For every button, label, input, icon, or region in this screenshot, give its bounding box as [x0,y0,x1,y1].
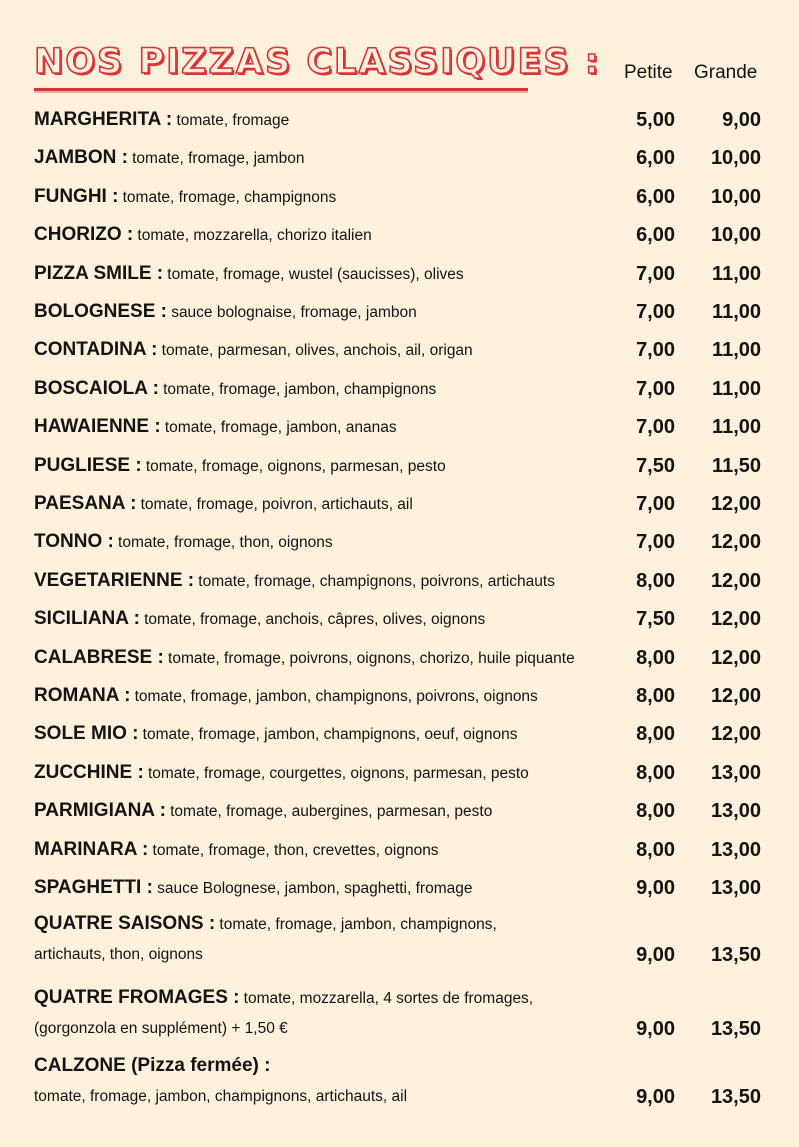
pizza-description [34,607,485,631]
price-petite: 9,00 [636,944,675,966]
pizza-name: BOLOGNESE : [34,301,168,322]
pizza-ingredients: tomate, fromage, wustel (saucisses), olives [167,265,464,283]
price-grande: 13,00 [710,800,761,823]
pizza-ingredients: tomate, fromage, jambon, ananas [164,419,397,437]
pizza-name: PAESANA : [34,493,137,514]
pizza-ingredients: sauce Bolognese, jambon, spaghetti, fromage [157,880,473,897]
pizza-name: PUGLIESE : [34,454,142,476]
pizza-description [34,300,417,324]
price-petite: 7,00 [636,531,675,554]
pizza-name: TONNO : [34,531,114,553]
price-petite: 7,00 [636,377,675,400]
price-grande: 10,00 [710,224,761,247]
pizza-name: ZUCCHINE : [34,761,144,783]
pizza-name: CALABRESE : [34,646,164,668]
pizza-description [34,530,333,554]
price-grande: 13,50 [710,1018,761,1040]
pizza-description [34,684,538,708]
price-petite: 7,00 [636,416,675,439]
column-header-grande: Grande [694,62,758,83]
pizza-ingredients: (gorgonzola en supplément) + 1,50 € [34,1020,288,1037]
price-grande: 13,50 [710,944,761,966]
pizza-ingredients: tomate, parmesan, olives, anchois, ail, origan [161,342,473,360]
pizza-description [34,838,439,862]
pizza-description [34,912,497,936]
price-petite: 7,00 [636,493,675,515]
price-grande: 10,00 [710,185,761,208]
pizza-ingredients-continued [34,1085,407,1109]
pizza-name: CHORIZO : [34,224,134,246]
pizza-name: QUATRE FROMAGES : [34,987,240,1008]
pizza-ingredients: tomate, fromage, champignons [122,188,337,206]
pizza-ingredients: sauce bolognaise, fromage, jambon [171,304,417,321]
pizza-name: PIZZA SMILE : [34,262,164,284]
pizza-ingredients: tomate, fromage, jambon, champignons [163,380,437,398]
pizza-ingredients: tomate, fromage, thon, oignons [118,534,333,552]
price-petite: 6,00 [636,185,675,208]
price-petite: 8,00 [636,838,675,861]
price-petite: 8,00 [636,723,675,746]
pizza-ingredients: tomate, mozzarella, 4 sortes de fromages, [243,990,534,1007]
pizza-ingredients: tomate, fromage, jambon, champignons, artichauts, ail [34,1088,408,1105]
price-petite: 6,00 [636,147,675,170]
price-grande: 12,00 [710,646,761,669]
price-grande: 11,00 [712,416,761,439]
pizza-ingredients: tomate, fromage, jambon, champignons, poivrons, oignons [134,688,538,705]
pizza-description [34,223,372,247]
price-grande: 12,00 [710,493,761,515]
pizza-name: MARINARA : [34,838,149,860]
title-underline [34,88,528,91]
pizza-ingredients: tomate, fromage, jambon, champignons, [219,916,497,933]
price-petite: 7,00 [636,339,675,362]
price-grande: 13,00 [710,761,761,784]
pizza-ingredients: tomate, fromage [176,112,290,129]
price-grande: 12,00 [710,531,761,554]
price-grande: 10,00 [710,147,761,170]
price-petite: 7,50 [636,608,675,631]
pizza-description [34,185,336,209]
pizza-ingredients: tomate, fromage, anchois, câpres, olives, oignons [144,611,486,629]
pizza-name: SOLE MIO : [34,723,139,745]
price-petite: 6,00 [636,224,675,247]
pizza-ingredients-continued [34,943,203,967]
price-grande: 11,00 [712,262,761,285]
pizza-name: QUATRE SAISONS : [34,913,216,934]
price-grande: 11,50 [712,454,761,477]
pizza-name: VEGETARIENNE : [34,569,195,591]
price-petite: 5,00 [636,109,675,131]
pizza-description [34,569,555,593]
pizza-name: MARGHERITA : [34,109,173,130]
pizza-description [34,492,413,516]
price-grande: 9,00 [722,109,761,131]
price-grande: 12,00 [710,608,761,631]
pizza-ingredients: tomate, fromage, courgettes, oignons, parmesan, pesto [147,764,529,782]
pizza-ingredients: tomate, fromage, champignons, poivrons, artichauts [198,572,555,590]
price-petite: 8,00 [636,800,675,823]
price-petite: 9,00 [636,877,675,899]
pizza-ingredients: tomate, fromage, poivron, artichauts, ail [140,496,413,513]
column-header-petite: Petite [624,62,673,83]
price-grande: 11,00 [712,301,761,323]
pizza-ingredients: tomate, fromage, aubergines, parmesan, pesto [170,803,493,821]
price-grande: 11,00 [712,377,761,400]
pizza-description [34,799,492,823]
pizza-ingredients-continued [34,1017,288,1041]
pizza-description [34,377,436,401]
pizza-ingredients: artichauts, thon, oignons [34,946,203,963]
pizza-name: SPAGHETTI : [34,877,153,898]
pizza-description [34,722,517,746]
pizza-description [34,876,472,900]
price-petite: 7,00 [636,262,675,285]
price-petite: 8,00 [636,685,675,707]
price-petite: 7,50 [636,454,675,477]
pizza-description [34,646,575,670]
pizza-description [34,338,473,362]
pizza-description [34,262,464,286]
pizza-ingredients: tomate, fromage, jambon [132,150,305,168]
pizza-ingredients: tomate, fromage, poivrons, oignons, chorizo, huile piquante [168,649,575,667]
pizza-name: SICILIANA : [34,608,140,630]
price-petite: 8,00 [636,761,675,784]
pizza-description [34,415,397,439]
price-grande: 12,00 [710,685,761,707]
pizza-description [34,1054,270,1078]
price-grande: 13,00 [710,838,761,861]
pizza-name: ROMANA : [34,685,131,706]
pizza-name: PARMIGIANA : [34,800,166,822]
price-petite: 9,00 [636,1086,675,1108]
pizza-description [34,146,304,170]
menu-title: NOS PIZZAS CLASSIQUES : [34,42,601,82]
pizza-name: CONTADINA : [34,339,158,361]
price-petite: 7,00 [636,301,675,323]
pizza-ingredients: tomate, fromage, jambon, champignons, oeuf, oignons [142,726,518,744]
price-petite: 8,00 [636,569,675,592]
pizza-name: HAWAIENNE : [34,416,161,438]
pizza-description [34,986,533,1010]
price-petite: 8,00 [636,646,675,669]
price-petite: 9,00 [636,1018,675,1040]
price-grande: 11,00 [712,339,761,362]
pizza-name: FUNGHI : [34,185,119,207]
pizza-description [34,454,446,478]
pizza-name: JAMBON : [34,147,128,169]
pizza-ingredients: tomate, fromage, oignons, parmesan, pesto [145,457,446,475]
pizza-ingredients: tomate, fromage, thon, crevettes, oignons [152,841,439,859]
pizza-ingredients: tomate, mozzarella, chorizo italien [137,227,372,245]
price-grande: 13,50 [710,1086,761,1108]
price-grande: 12,00 [710,569,761,592]
pizza-description [34,108,289,132]
price-grande: 12,00 [710,723,761,746]
pizza-description [34,761,529,785]
price-grande: 13,00 [710,877,761,899]
pizza-name: BOSCAIOLA : [34,377,159,399]
pizza-name: CALZONE (Pizza fermée) : [34,1055,271,1076]
